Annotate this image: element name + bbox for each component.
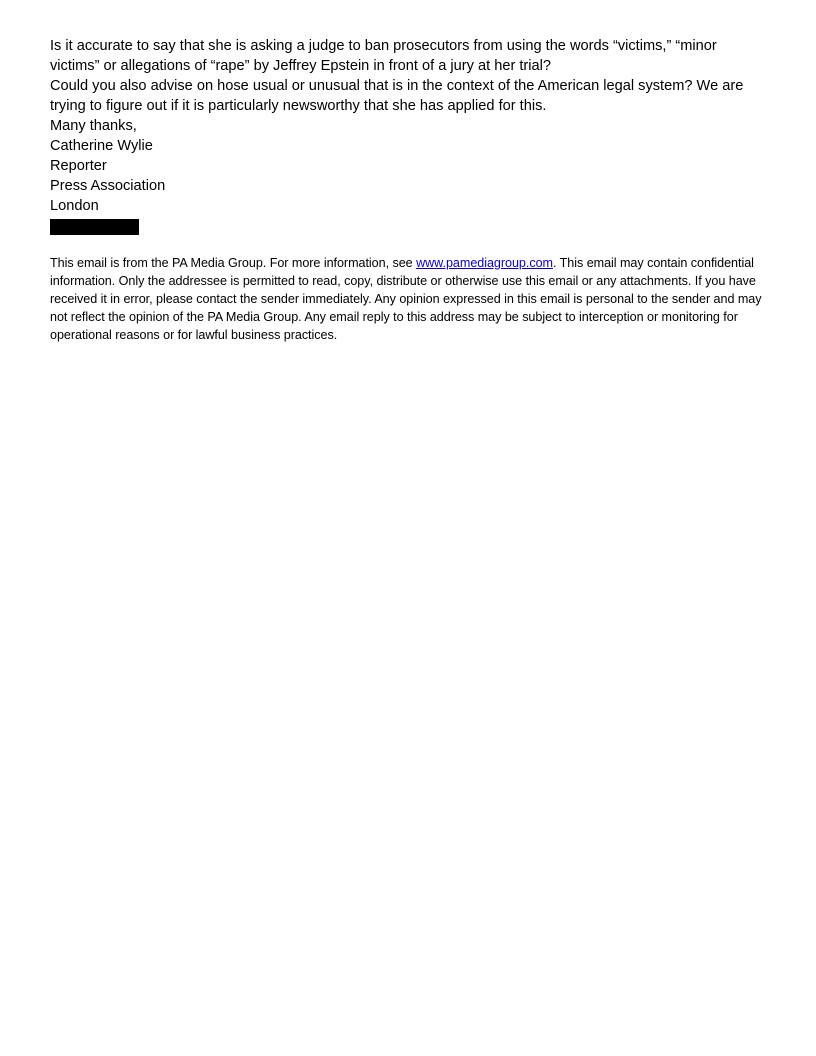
- email-body: [50, 36, 768, 235]
- email-paragraph-question: Is it accurate to say that she is asking a judge to ban prosecutors from using the words “victims,” “minor victims” or allegations of “rape” by Jeffrey Epstein in front of a jury at her trial?: [50, 38, 717, 74]
- signature-location: London: [50, 198, 99, 214]
- signature-name: Catherine Wylie: [50, 138, 153, 154]
- email-paragraph-request: Could you also advise on hose usual or unusual that is in the context of the American legal system? We are trying to figure out if it is particularly newsworthy that she has applied for this.: [50, 78, 744, 114]
- email-disclaimer: [50, 254, 768, 344]
- email-document: [50, 36, 768, 344]
- signature-organization: Press Association: [50, 178, 166, 194]
- signature-title: Reporter: [50, 158, 107, 174]
- pamediagroup-link[interactable]: www.pamediagroup.com: [416, 256, 553, 270]
- redaction-block: [50, 219, 139, 235]
- disclaimer-text-end: . This email may contain confidential information. Only the addressee is permitted to read, copy, distribute or otherwise use this email or any attachments. If you have received it in error, please contact the sender immediately. Any opinion expressed in this email is personal to the sender and may not reflect the opinion of the PA Media Group. Any email reply to this address may be subject to interception or monitoring for operational reasons or for lawful business practices.: [50, 256, 762, 342]
- signature-closing: Many thanks,: [50, 118, 137, 134]
- disclaimer-text-start: This email is from the PA Media Group. For more information, see: [50, 256, 417, 270]
